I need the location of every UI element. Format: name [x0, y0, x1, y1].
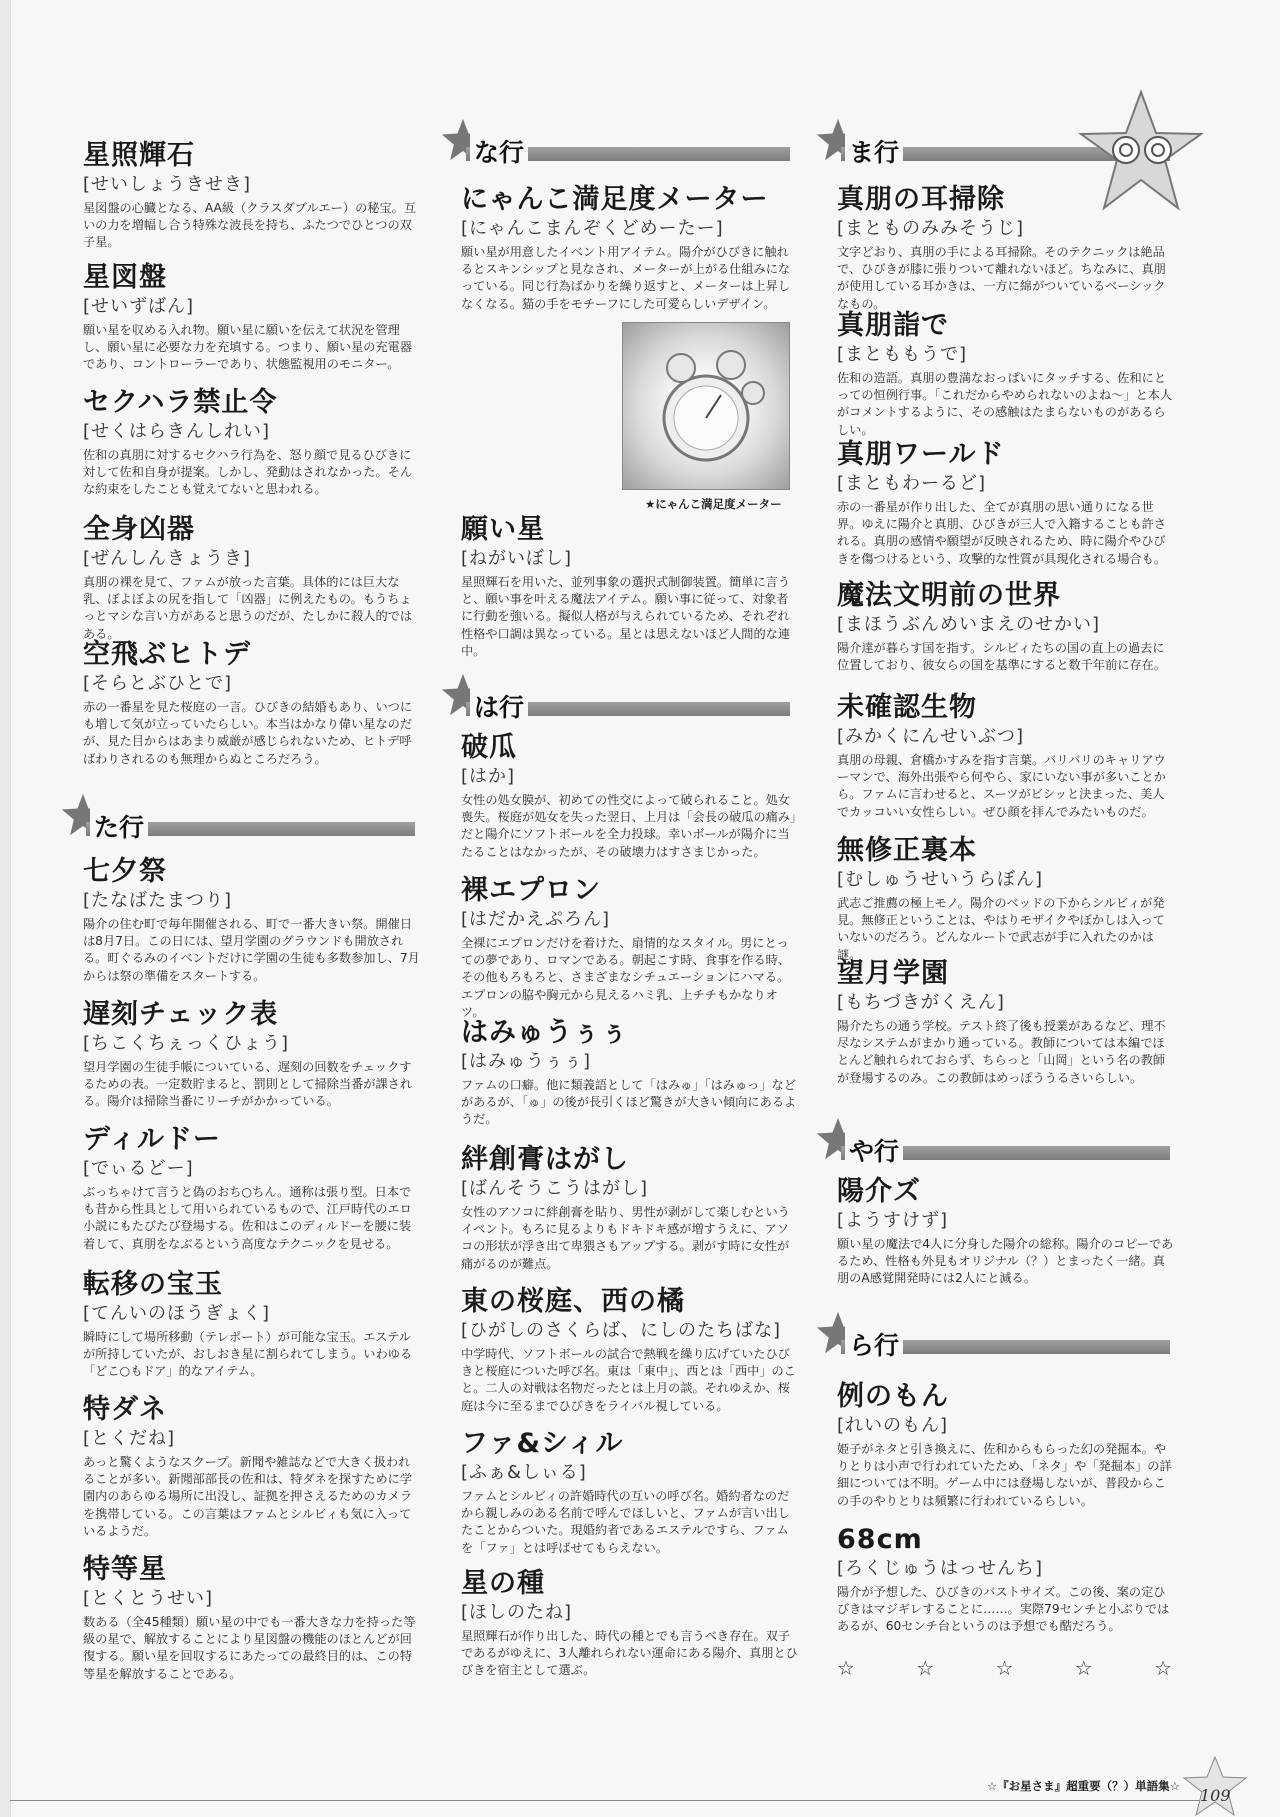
entry-title: 東の桜庭、西の橘: [461, 1286, 685, 1317]
entry-title: 転移の宝玉: [83, 1269, 223, 1300]
glossary-entry: [461, 874, 799, 1021]
entry-description: 願い星の魔法で4人に分身した陽介の総称。陽介のコピーであるため、性格も外見もオリジナル（？）とまったく一緒。真朋のA感覚開発時には2人にと減る。: [837, 1237, 1174, 1286]
entry-description: 陽介の住む町で毎年開催される、町で一番大きい祭。開催日は8月7日。この日には、望月学園のグラウンドも開放される。町ぐるみのイベントだけに学園の生徒も多数参加し、7月からは祭の準備をスタートする。: [83, 917, 420, 983]
glossary-entry: [837, 957, 1175, 1087]
section-header-ra: ら行: [815, 1318, 1170, 1362]
glossary-entry: [83, 638, 421, 768]
figure-caption: ★にゃんこ満足度メーター: [645, 497, 782, 511]
entry-reading: [ようすけず]: [837, 1210, 949, 1231]
glossary-entry: [461, 183, 799, 313]
entry-description: あっと驚くようなスクープ。新聞や雑誌などで大きく扱われることが多い。新聞部部長の佐和は、特ダネを探すために学園内のあらゆる場所に出没し、証拠を押さえるためのカメラを携帯している。この言葉はファムとシルビィも気に入っているようだ。: [83, 1455, 413, 1538]
star-icon: ☆: [1154, 1656, 1172, 1680]
entry-title: 未確認生物: [837, 692, 977, 723]
entry-reading: [せいしょうきせき]: [83, 174, 252, 195]
entry-title: 望月学園: [837, 958, 949, 989]
entry-description: 赤の一番星が作り出した、全てが真朋の思い通りになる世界。ゆえに陽介と真朋、ひびきが三人で入籍することも許される。真朋の感情や願望が反映されるため、時に陽介やひびきを傷つけるという、攻撃的な性質が具現化される場合も。: [837, 500, 1167, 566]
entry-title: セクハラ禁止令: [83, 387, 278, 418]
glossary-entry: [461, 1427, 799, 1557]
entry-title: 空飛ぶヒトデ: [83, 639, 251, 670]
glossary-entry: [83, 1268, 421, 1381]
entry-reading: [そらとぶひとで]: [83, 673, 233, 694]
glossary-entry: [837, 1523, 1175, 1636]
entry-reading: [はか]: [461, 766, 516, 787]
entry-description: 赤の一番星を見た桜庭の一言。ひびきの結婚もあり、いつにも増して気が立っていたらしい。本当はかなり偉い星なのだが、見た目からはあまり威厳が感じられないため、ヒトデ呼ばわりされるのも無理からぬところだろう。: [83, 700, 413, 766]
section-header-ya: や行: [815, 1124, 1170, 1168]
entry-description: 佐和の造語。真朋の豊満なおっぱいにタッチする、佐和にとっての恒例行事。「これだからやめられないのよね〜」と本人がコメントするように、その感触はたまらないものがあるらしい。: [837, 371, 1173, 437]
entry-description: 陽介達が暮らす国を指す。シルビィたちの国の直上の過去に位置しており、彼女らの国を基準にすると数千年前に存在。: [837, 641, 1167, 673]
glossary-entry: [461, 1567, 799, 1680]
entry-description: 全裸にエプロンだけを着けた、扇情的なスタイル。男にとっての夢であり、ロマンである。朝起こす時、食事を作る時、その他もろもろと、さまざまなシチュエーションにハマる。エプロンの脇や胸元から見えるハミ乳、上チチもかなりオツ。: [461, 936, 791, 1019]
entry-title: ディルドー: [83, 1124, 221, 1155]
entry-reading: [てんいのほうぎょく]: [83, 1303, 271, 1324]
glossary-entry: [83, 386, 421, 499]
entry-reading: [ねがいぼし]: [461, 548, 573, 569]
entry-description: 星照輝石を用いた、並列事象の選択式制御装置。簡単に言うと、願い事を叶える魔法アイテム。願い事に従って、対象者に行動を強いる。擬似人格が与えられているため、それぞれ性格や口調は異なっている。星とは思えないほど人間的な連中。: [461, 575, 791, 658]
entry-description: 中学時代、ソフトボールの試合で熱戦を繰り広げていたひびきと桜庭についた呼び名。東は「東中」、西とは「西中」のこと。二人の対戦は名物だったとは上月の談。それゆえか、桜庭は今に至るまでひびきをライバル視している。: [461, 1347, 796, 1413]
glossary-entry: [461, 513, 799, 660]
glossary-entry: [83, 1123, 421, 1253]
glossary-entry: [837, 834, 1175, 964]
glossary-entry: [837, 579, 1175, 674]
star-icon: ☆: [916, 1656, 935, 1680]
entry-title: 願い星: [461, 514, 545, 545]
glossary-entry: [837, 691, 1175, 821]
glossary-entry: [83, 998, 421, 1111]
entry-reading: [みかくにんせいぶつ]: [837, 726, 1025, 747]
entry-reading: [ちこくちぇっくひょう]: [83, 1033, 290, 1054]
entry-description: ファムの口癖。他に類義語として「はみゅ」「はみゅっ」などがあるが、「ゅ」の後が長引くほど驚きが大きい傾向にあるようだ。: [461, 1078, 797, 1127]
entry-description: 願い星を収める入れ物。願い星に願いを伝えて状況を管理し、願い星に必要な力を充填する。つまり、願い星の充電器であり、コントローラーであり、状態監視用のモニター。: [83, 323, 413, 372]
glossary-entry: [83, 1393, 421, 1540]
entry-reading: [せいずばん]: [83, 296, 195, 317]
entry-title: 絆創膏はがし: [461, 1144, 629, 1175]
entry-title: 破瓜: [461, 732, 517, 763]
entry-description: ファムとシルビィの許婚時代の互いの呼び名。婚約者なのだから親しみのある名前で呼んでほしいと、ファムが言い出したことからついた。現婚約者であるエステルですら、ファムを「ファ」とは呼ばせてもらえない。: [461, 1489, 790, 1555]
footer-title: ☆『お星さま』超重要（？）単語集☆: [986, 1779, 1180, 1793]
entry-reading: [ばんそうこうはがし]: [461, 1178, 649, 1199]
section-header-na: な行: [440, 125, 790, 169]
glossary-entry: [83, 139, 421, 252]
entry-title: 星図盤: [83, 262, 167, 293]
glossary-entry: [837, 438, 1175, 568]
entry-reading: [むしゅうせいうらぼん]: [837, 869, 1044, 890]
entry-reading: [ほしのたね]: [461, 1602, 573, 1623]
entry-description: 真朋の裸を見て、ファムが放った言葉。具体的には巨大な乳、ぼよぼよの尻を指して「凶器」に例えたもの。もうちょっとマシな言い方があると思うのだが、たしかに殺人的ではある。: [83, 575, 413, 641]
entry-description: 真朋の母親、倉橋かすみを指す言葉。バリバリのキャリアウーマンで、海外出張やら何やら、家にいない事が多いことから。ファムに言わせると、スーツがビシッと決まった、美人でカッコいい女性らしい。ぜひ顔を拝んでみたいものだ。: [837, 753, 1166, 819]
entry-description: ぶっちゃけて言うと偽のおち○ちん。通称は張り型。日本でも昔から性具として用いられているもので、江戸時代のエロ小説にもたびたび登場する。佐和はこのディルドーを腰に装着して、真朋をなぶるという高度なテクニックを見せる。: [83, 1185, 412, 1251]
star-icon: ☆: [995, 1656, 1014, 1680]
entry-reading: [せくはらきんしれい]: [83, 421, 271, 442]
glossary-entry: [461, 1016, 799, 1129]
entry-description: 星図盤の心臓となる、AA級（クラスダブルエー）の秘宝。互いの力を増幅し合う特殊な波長を持ち、ふたつでひとつの双子星。: [83, 201, 417, 250]
nyanko-meter-image: [622, 322, 790, 490]
entry-description: 陽介が予想した、ひびきのバストサイズ。この後、案の定ひびきはマジギレすることに……。実際79センチと小ぶりではあるが、60センチ台というのは予想でも酷だろう。: [837, 1585, 1170, 1634]
entry-reading: [まとももうで]: [837, 344, 968, 365]
page-edge: [0, 0, 11, 1817]
entry-reading: [まほうぶんめいまえのせかい]: [837, 614, 1101, 635]
entry-description: 女性のアソコに絆創膏を貼り、男性が剥がして楽しむというイベント。もろに見るよりもドキドキ感が増すうえに、アソコの形状が浮き出て卑猥さもアップする。剥がす時に女性が痛がるのが難点。: [461, 1205, 790, 1271]
entry-title: 陽介ズ: [837, 1176, 921, 1207]
entry-reading: [もちづきがくえん]: [837, 992, 1005, 1013]
entry-description: 武志ご推薦の極上モノ。陽介のベッドの下からシルビィが発見。無修正ということは、やはりモザイクやぼかしは入っていないのだろう。どんなルートで武志が手に入れたのかは謎。: [837, 896, 1165, 962]
entry-description: 瞬時にして場所移動（テレポート）が可能な宝玉。エステルが所持していたが、おしおき星に割られてしまう。いわゆる「どこ○もドア」的なアイテム。: [83, 1330, 413, 1379]
entry-title: 星の種: [461, 1568, 545, 1599]
entry-title: 無修正裏本: [837, 835, 977, 866]
glossary-entry: [83, 261, 421, 374]
entry-reading: [まとものみみそうじ]: [837, 218, 1025, 239]
star-icon: ☆: [1074, 1656, 1093, 1680]
entry-reading: [とくだね]: [83, 1428, 176, 1449]
entry-title: 真朋ワールド: [837, 439, 1005, 470]
entry-title: 魔法文明前の世界: [837, 580, 1061, 611]
footer-rule: [10, 1800, 1200, 1801]
entry-reading: [とくとうせい]: [83, 1588, 214, 1609]
star-icon: ☆: [837, 1656, 855, 1680]
entry-reading: [にゃんこまんぞくどめーたー]: [461, 218, 724, 239]
section-header-ta: た行: [60, 800, 415, 844]
entry-reading: [ぜんしんきょうき]: [83, 548, 252, 569]
entry-description: 数ある（全45種類）願い星の中でも一番大きな力を持った等級の星で、解放することにより星図盤の機能のほとんどが回復する。願い星を回収するにあたっての最終目的は、この特等星を解放することである。: [83, 1615, 416, 1681]
entry-description: 女性の処女膜が、初めての性交によって破られること。処女喪失。桜庭が処女を失った翌日、上月は「会長の破瓜の痛み」だと陽介にソフトボールを全力投球。幸いボールが陽介に当たることはなかったが、その破壊力はすさまじかった。: [461, 793, 797, 859]
entry-title: 特等星: [83, 1554, 167, 1585]
glossary-entry: [837, 1175, 1175, 1288]
section-header-ha: は行: [440, 680, 790, 724]
entry-title: はみゅうぅぅ: [461, 1017, 629, 1048]
entry-title: 真朋詣で: [837, 310, 949, 341]
entry-reading: [たなばたまつり]: [83, 890, 233, 911]
entry-title: 真朋の耳掃除: [837, 184, 1005, 215]
entry-description: 望月学園の生徒手帳についている、遅刻の回数をチェックするための表。一定数貯まると、罰則として掃除当番が課される。陽介は掃除当番にリーチがかかっている。: [83, 1060, 413, 1109]
star-row: [837, 1656, 1172, 1680]
glossary-entry: [461, 1285, 799, 1415]
glossary-entry: [837, 309, 1175, 439]
entry-description: 佐和の真朋に対するセクハラ行為を、怒り顔で見るひびきに対して佐和自身が提案。しかし、発動はされなかった。そんな約束をしたことも覚えてないと思われる。: [83, 448, 413, 497]
entry-description: 姫子がネタと引き換えに、佐和からもらった幻の発掘本。やりとりは小声で行われていたため、「ネタ」や「発掘本」の詳細については不明。ゲーム中には登場しないが、普段からこの手のやりとりは頻繁に行われているらしい。: [837, 1442, 1172, 1508]
entry-description: 願い星が用意したイベント用アイテム。陽介がひびきに触れるとスキンシップと見なされ、メーターが上がる仕組みになっている。同じ行為ばかりを繰り返すと、メーターは上昇しなくなる。猫の手をモチーフにした可愛らしいデザイン。: [461, 245, 791, 311]
entry-title: ファ&シィル: [461, 1428, 624, 1459]
glossary-entry: [83, 1553, 421, 1683]
entry-reading: [ひがしのさくらば、にしのたちばな]: [461, 1320, 782, 1341]
entry-reading: [ろくじゅうはっせんち]: [837, 1558, 1044, 1579]
entry-reading: [れいのもん]: [837, 1415, 949, 1436]
glossary-entry: [461, 731, 799, 861]
glossary-entry: [83, 855, 421, 985]
glossary-entry: [461, 1143, 799, 1273]
entry-reading: [はだかえぷろん]: [461, 909, 611, 930]
entry-title: 全身凶器: [83, 514, 195, 545]
entry-title: 特ダネ: [83, 1394, 167, 1425]
entry-description: 陽介たちの通う学校。テスト終了後も授業があるなど、理不尽なシステムがまかり通っている。教師については本編でほとんど触れられておらず、ちらっと「山岡」という名の教師が登場するのみ。この教師はめっぽううるさいらしい。: [837, 1019, 1166, 1085]
entry-description: 星照輝石が作り出した、時代の種とでも言うべき存在。双子であるがゆえに、3人離れられない運命にある陽介、真朋とひびきを宿主として選ぶ。: [461, 1629, 798, 1678]
glossary-entry: [83, 513, 421, 643]
entry-reading: [まともわーるど]: [837, 473, 987, 494]
entry-title: 遅刻チェック表: [83, 999, 279, 1030]
entry-title: にゃんこ満足度メーター: [461, 184, 769, 215]
decorative-star-icon: [1076, 88, 1206, 218]
entry-title: 星照輝石: [83, 140, 195, 171]
entry-reading: [でぃるどー]: [83, 1158, 194, 1179]
entry-description: 文字どおり、真朋の手による耳掃除。そのテクニックは絶品で、ひびきが膝に張りついて離れないほど。ちなみに、真朋が使用している耳かきは、一方に綿がついているベーシックなもの。: [837, 245, 1166, 311]
entry-reading: [はみゅうぅぅ]: [461, 1051, 592, 1072]
section-header-ma: ま行: [815, 125, 1170, 169]
entry-title: 七夕祭: [83, 856, 167, 887]
glossary-entry: [837, 1380, 1175, 1510]
entry-reading: [ふぁ&しぃる]: [461, 1462, 587, 1483]
entry-title: 68cm: [837, 1524, 923, 1555]
entry-title: 裸エプロン: [461, 875, 601, 906]
entry-title: 例のもん: [837, 1381, 949, 1412]
page-number: 109: [1200, 1786, 1231, 1805]
